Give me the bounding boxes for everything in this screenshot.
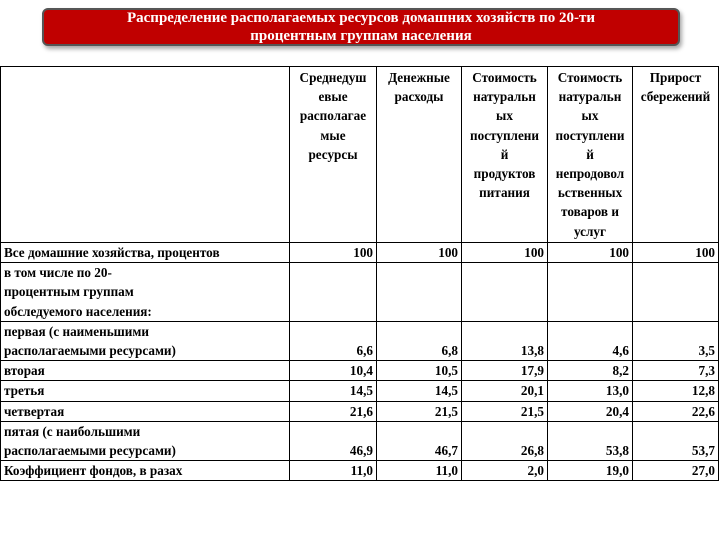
table-cell: 26,8 (462, 421, 548, 460)
table-cell: 3,5 (633, 321, 719, 360)
table-cell (462, 263, 548, 322)
table-cell (290, 263, 377, 322)
table-cell (548, 263, 633, 322)
row-label: Коэффициент фондов, в разах (1, 461, 290, 481)
table-cell: 17,9 (462, 361, 548, 381)
table-cell: 10,5 (377, 361, 462, 381)
table-row-second-group (1, 361, 719, 381)
header-line: Стоимость (472, 70, 537, 85)
row-label-line: в том числе по 20- (4, 265, 112, 281)
slide-title-line-1: Распределение располагаемых ресурсов домашних хозяйств по 20-ти (126, 10, 595, 26)
table-cell: 8,2 (548, 361, 633, 381)
slide-title (42, 8, 680, 46)
table-cell: 20,4 (548, 401, 633, 421)
table-cell: 7,3 (633, 361, 719, 381)
table-row-third-group (1, 381, 719, 401)
header-line: й (500, 146, 509, 162)
table-cell: 46,7 (377, 421, 462, 460)
table-cell: 14,5 (377, 381, 462, 401)
table-cell: 4,6 (548, 321, 633, 360)
row-label: четвертая (1, 401, 290, 421)
table-row-first-group (1, 321, 719, 360)
table-cell: 21,5 (377, 401, 462, 421)
header-line: евые (318, 89, 348, 105)
header-line: Прирост (649, 70, 702, 85)
table-cell: 21,5 (462, 401, 548, 421)
row-label-line: обследуемого населения: (4, 303, 152, 319)
header-line: услуг (573, 223, 607, 239)
header-line: поступлени (555, 127, 625, 143)
header-line: продуктов (473, 166, 536, 182)
table-row-all-households (1, 243, 719, 263)
header-line: Денежные (388, 70, 450, 85)
table-row-fourth-group (1, 401, 719, 421)
table-cell: 20,1 (462, 381, 548, 401)
slide-title-line-2: процентным группам населения (250, 28, 472, 44)
header-line: ьственных (557, 185, 623, 201)
header-line: ых (496, 108, 513, 124)
header-label-cell (1, 67, 290, 243)
table-cell: 100 (290, 243, 377, 263)
row-label-line: располагаемыми ресурсами) (4, 343, 176, 359)
table-cell (377, 263, 462, 322)
table-cell: 11,0 (377, 461, 462, 481)
header-line: мые (320, 127, 346, 143)
row-label-line: располагаемыми ресурсами) (4, 443, 176, 459)
resources-table (0, 66, 719, 481)
row-label (1, 321, 290, 360)
table-cell: 19,0 (548, 461, 633, 481)
table-cell: 21,6 (290, 401, 377, 421)
table-row-fifth-group (1, 421, 719, 460)
row-label: третья (1, 381, 290, 401)
row-label-line: первая (с наименьшими (4, 323, 149, 339)
header-line: ых (581, 108, 599, 124)
table-cell (633, 263, 719, 322)
table-cell: 100 (462, 243, 548, 263)
table-cell: 53,7 (633, 421, 719, 460)
header-line: товаров и (561, 204, 619, 220)
row-label: Все домашние хозяйства, процентов (1, 243, 290, 263)
row-label-line: процентным группам (4, 284, 134, 300)
table-cell: 11,0 (290, 461, 377, 481)
header-cash-expenses (377, 67, 462, 243)
row-label: вторая (1, 361, 290, 381)
table-cell: 2,0 (462, 461, 548, 481)
table-cell: 13,8 (462, 321, 548, 360)
table-cell: 100 (633, 243, 719, 263)
row-label (1, 263, 290, 322)
table-row-fund-coefficient (1, 461, 719, 481)
table-cell: 13,0 (548, 381, 633, 401)
header-savings-growth (633, 67, 719, 243)
table-cell: 100 (548, 243, 633, 263)
header-line: Среднедуш (299, 70, 367, 85)
header-line: питания (479, 185, 530, 201)
header-line: й (586, 146, 594, 162)
table-cell: 14,5 (290, 381, 377, 401)
header-line: поступлени (470, 127, 539, 143)
header-per-capita-resources (290, 67, 377, 243)
header-line: ресурсы (308, 146, 358, 162)
table-cell: 46,9 (290, 421, 377, 460)
header-line: располагае (299, 108, 367, 124)
table-cell: 22,6 (633, 401, 719, 421)
table-cell: 6,8 (377, 321, 462, 360)
header-line: сбережений (640, 89, 711, 105)
header-line: натуральн (558, 89, 622, 105)
table-header-row (1, 67, 719, 243)
table-cell: 6,6 (290, 321, 377, 360)
row-label-line: пятая (с наибольшими (4, 423, 141, 439)
table-cell: 27,0 (633, 461, 719, 481)
table-cell: 53,8 (548, 421, 633, 460)
header-line: натуральн (473, 89, 536, 105)
header-line: непродовол (555, 166, 625, 182)
header-food-in-kind (462, 67, 548, 243)
row-label (1, 421, 290, 460)
table-row-subheading (1, 263, 719, 322)
table-cell: 10,4 (290, 361, 377, 381)
header-line: расходы (394, 89, 444, 105)
header-nonfood-in-kind (548, 67, 633, 243)
header-line: Стоимость (557, 70, 623, 85)
table-cell: 100 (377, 243, 462, 263)
table-cell: 12,8 (633, 381, 719, 401)
